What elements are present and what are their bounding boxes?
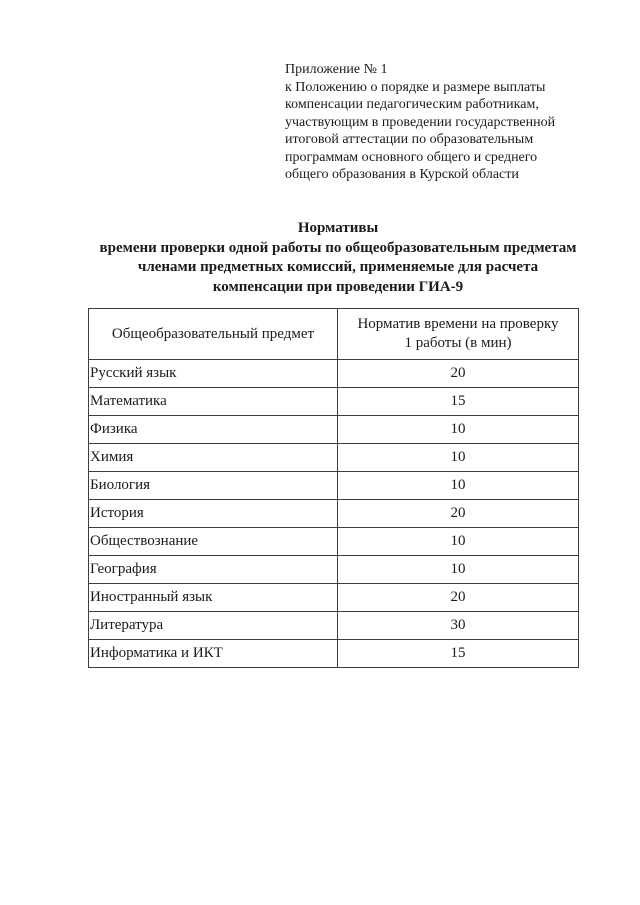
subject-cell: Иностранный язык — [89, 584, 338, 612]
subject-cell: Физика — [89, 416, 338, 444]
appendix-line: к Положению о порядке и размере выплаты — [285, 79, 546, 95]
table-row — [89, 388, 579, 416]
table-row — [89, 500, 579, 528]
title-line: компенсации при проведении ГИА-9 — [212, 278, 464, 295]
appendix-line: итоговой аттестации по образовательным — [285, 132, 534, 147]
minutes-cell: 10 — [338, 472, 579, 500]
minutes-cell: 20 — [338, 584, 579, 612]
table-header-row — [89, 309, 579, 360]
subject-cell: Обществознание — [89, 528, 338, 556]
title-line: времени проверки одной работы по общеобразовательным предметам — [99, 239, 577, 256]
minutes-cell: 15 — [338, 640, 579, 668]
minutes-cell: 20 — [338, 500, 579, 528]
minutes-cell: 15 — [338, 388, 579, 416]
title-line: Нормативы — [297, 220, 379, 236]
table-row — [89, 360, 579, 388]
subject-cell: Русский язык — [89, 360, 338, 388]
subject-cell: Литература — [89, 612, 338, 640]
subject-cell: Математика — [89, 388, 338, 416]
table-row — [89, 556, 579, 584]
appendix-line: компенсации педагогическим работникам, — [285, 97, 539, 112]
minutes-cell: 10 — [338, 444, 579, 472]
subject-cell: География — [89, 556, 338, 584]
minutes-cell: 20 — [338, 360, 579, 388]
subject-cell: Биология — [89, 472, 338, 500]
column-header-minutes: Норматив времени на проверку 1 работы (в мин) — [338, 309, 579, 360]
appendix-line: программам основного общего и среднего — [285, 149, 538, 165]
table-row — [89, 528, 579, 556]
table-row — [89, 472, 579, 500]
table-row — [89, 612, 579, 640]
subject-cell: История — [89, 500, 338, 528]
document-title — [88, 219, 588, 297]
column-header-subject: Общеобразовательный предмет — [89, 309, 338, 360]
minutes-cell: 10 — [338, 416, 579, 444]
appendix-line: общего образования в Курской области — [285, 167, 519, 182]
minutes-cell: 30 — [338, 612, 579, 640]
subject-cell: Информатика и ИКТ — [89, 640, 338, 668]
table-row — [89, 444, 579, 472]
title-line: членами предметных комиссий, применяемые для расчета — [137, 259, 539, 275]
appendix-line: участвующим в проведении государственной — [285, 114, 556, 130]
appendix-line: Приложение № 1 — [285, 62, 388, 77]
minutes-cell: 10 — [338, 528, 579, 556]
table-row — [89, 416, 579, 444]
table-row — [89, 584, 579, 612]
minutes-cell: 10 — [338, 556, 579, 584]
appendix-block — [285, 61, 585, 184]
table-row — [89, 640, 579, 668]
subject-cell: Химия — [89, 444, 338, 472]
standards-table — [88, 308, 579, 668]
